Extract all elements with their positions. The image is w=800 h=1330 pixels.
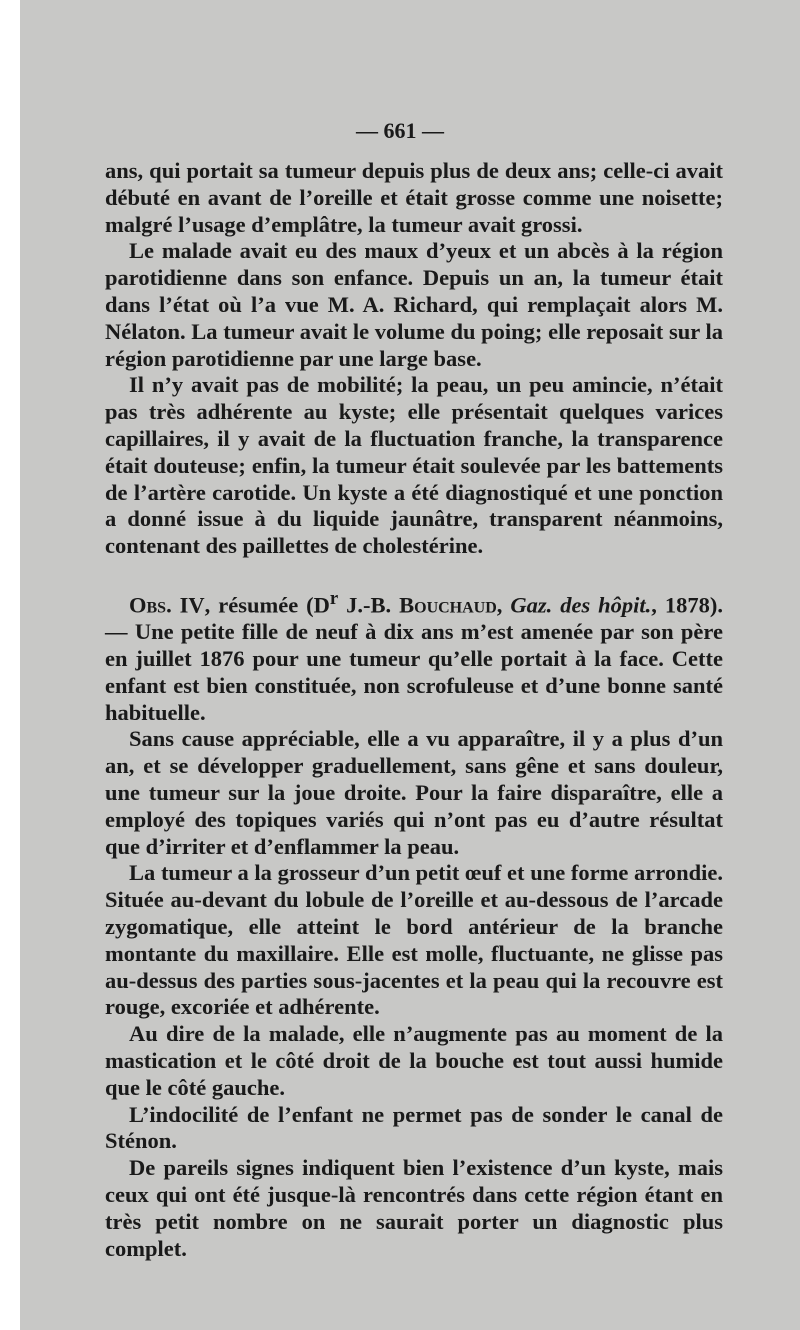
doctor-abbrev-superscript: r — [329, 587, 339, 609]
observation-heading: Obs. IV, résumée ($D^r$ J.-B. Bouchaud, Gaz. des hôpit., 1878). — Une petite fille de neuf à dix ans m’est amenée par son père en juillet 1876 pour une tumeur qu’elle portait à la face. Cette enfant est bien constituée, non scrofuleuse et d’une bonne santé habituelle. — [105, 587, 723, 725]
section-spacer — [105, 560, 723, 586]
paragraph-examination: Il n’y avait pas de mobilité; la peau, un peu amincie, n’était pas très adhérente au kyste; elle présentait quelques varices capillaires, il y avait de la fluctuation franche, la transparence était douteuse; enfin, la tumeur était soulevée par les battements de l’artère carotide. Un kyste a été diagnostiqué et une ponction a donné issue à du liquide jaunâtre, transparent néanmoins, contenant des paillettes de cholestérine. — [105, 372, 723, 559]
paragraph-diagnosis: De pareils signes indiquent bien l’existence d’un kyste, mais ceux qui ont été jusque-là rencontrés dans cette région étant en très petit nombre on ne saurait porter un diagnostic plus complet. — [105, 1155, 723, 1261]
paragraph-stenon-canal: L’indocilité de l’enfant ne permet pas de sonder le canal de Sténon. — [105, 1101, 723, 1154]
observation-source: Gaz. des hôpit. — [510, 592, 652, 618]
observation-label: Obs. IV — [129, 592, 205, 618]
observation-intro: 1878). — Une petite fille de neuf à dix ans m’est amenée par son père en juillet 1876 pour une tumeur qu’elle portait à la face. Cette enfant est bien constituée, non scrofuleuse et d’une bonne santé habituelle. — [105, 592, 723, 725]
paragraph-medical-history: Le malade avait eu des maux d’yeux et un abcès à la région parotidienne dans son enfance. Depuis un an, la tumeur était dans l’état où l’a vue M. A. Richard, qui remplaçait alors M. Nélaton. La tumeur avait le volume du poing; elle reposait sur la région parotidienne par une large base. — [105, 238, 723, 371]
paragraph-symptoms: Sans cause appréciable, elle a vu apparaître, il y a plus d’un an, et se développer graduellement, sans gêne et sans douleur, une tumeur sur la joue droite. Pour la faire disparaître, elle a employé des topiques variés qui n’ont pas eu d’autre résultat que d’irriter et d’enflammer la peau. — [105, 726, 723, 859]
scan-margin — [0, 0, 20, 1330]
paragraph-mastication: Au dire de la malade, elle n’augmente pas au moment de la mastication et le côté droit de la bouche est tout aussi humide que le côté gauche. — [105, 1021, 723, 1100]
observation-author: J.-B. Bouchaud — [346, 592, 497, 618]
page-text — [105, 158, 723, 1262]
paragraph-continuation: ans, qui portait sa tumeur depuis plus de deux ans; celle-ci avait débuté en avant de l’oreille et était grosse comme une noisette; malgré l’usage d’emplâtre, la tumeur avait grossi. — [105, 158, 723, 237]
paragraph-tumor-description: La tumeur a la grosseur d’un petit œuf et une forme arrondie. Située au-devant du lobule de l’oreille et au-dessous de l’arcade zygomatique, elle atteint le bord antérieur de la branche montante du maxillaire. Elle est molle, fluctuante, ne glisse pas au-dessus des parties sous-jacentes et la peau qui la recouvre est rouge, excoriée et adhérente. — [105, 860, 723, 1020]
page-number: — 661 — — [356, 118, 444, 143]
observation-heading-mid: , résumée (D — [204, 592, 330, 618]
